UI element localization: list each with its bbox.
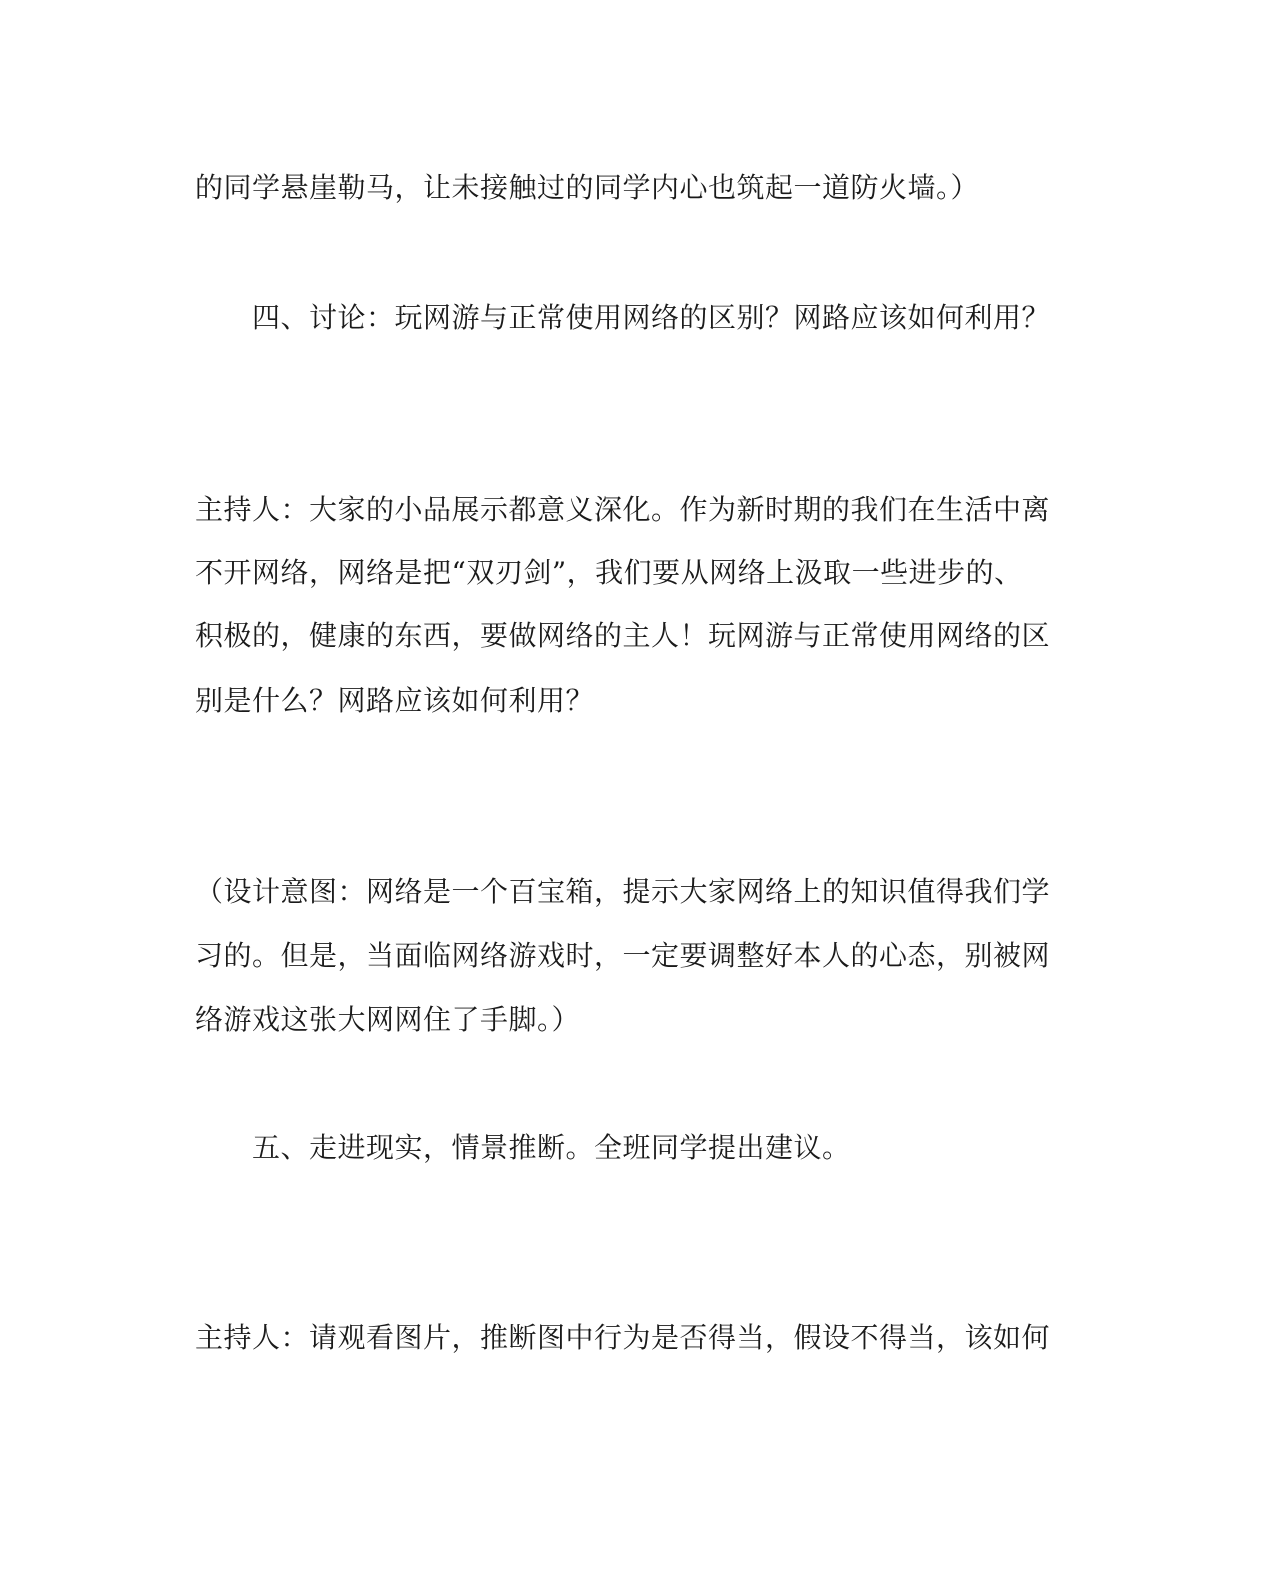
text-line: 主持人：请观看图片，推断图中行为是否得当，假设不得当，该如何	[195, 1321, 1051, 1354]
section-heading: 四、讨论：玩网游与正常使用网络的区别？网路应该如何利用？	[252, 301, 1051, 334]
section-heading: 五、走进现实，情景推断。全班同学提出建议。	[252, 1131, 851, 1164]
text-line: 主持人：大家的小品展示都意义深化。作为新时期的我们在生活中离	[195, 493, 1051, 526]
text-line: 络游戏这张大网网住了手脚。）	[195, 1003, 581, 1036]
text-line: （设计意图：网络是一个百宝箱，提示大家网络上的知识值得我们学	[195, 875, 1051, 908]
text-line: 别是什么？网路应该如何利用？	[195, 684, 595, 717]
text-line: 的同学悬崖勒马，让未接触过的同学内心也筑起一道防火墙。）	[195, 171, 980, 204]
text-line: 习的。但是，当面临网络游戏时，一定要调整好本人的心态，别被网	[195, 939, 1051, 972]
text-line: 积极的，健康的东西，要做网络的主人！玩网游与正常使用网络的区	[195, 619, 1051, 652]
text-line: 不开网络，网络是把“双刃剑”，我们要从网络上汲取一些进步的、	[195, 556, 1023, 589]
